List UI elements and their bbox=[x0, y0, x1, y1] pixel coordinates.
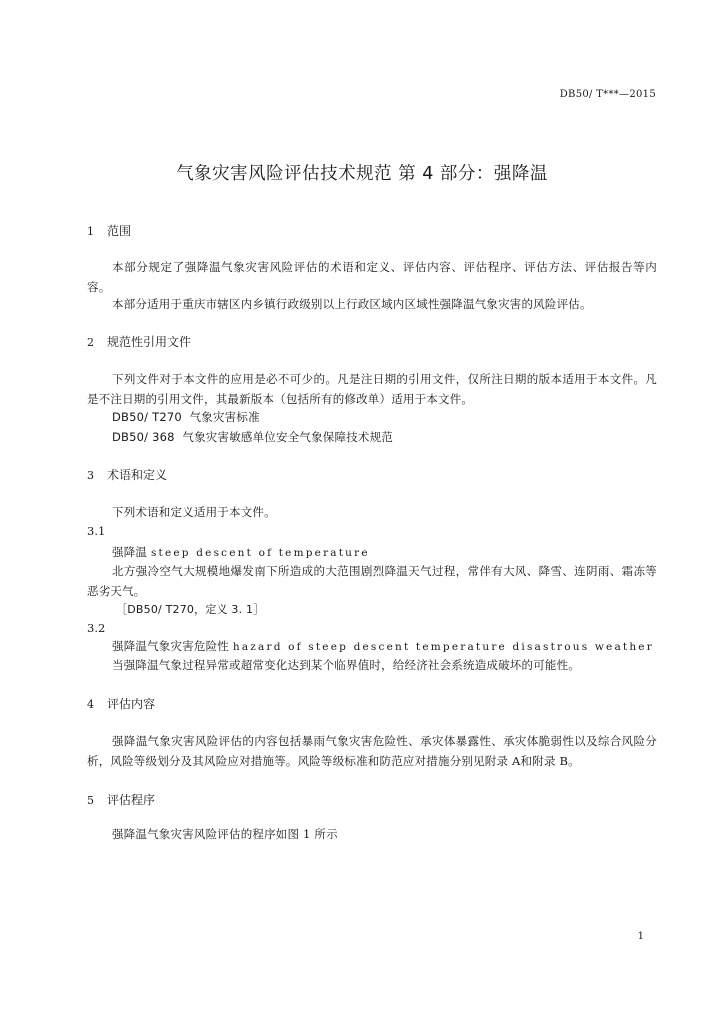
term-id-3-2: 3.2 bbox=[87, 621, 106, 635]
document-title: 气象灾害风险评估技术规范 第 4 部分：强降温 bbox=[176, 164, 548, 184]
reference-item: DB50/ T270 气象灾害标准 bbox=[112, 410, 260, 424]
page-number: 1 bbox=[637, 931, 644, 942]
section-3-intro: 下列术语和定义适用于本文件。 bbox=[112, 505, 276, 519]
reference-item: DB50/ 368 气象灾害敏感单位安全气象保障技术规范 bbox=[112, 430, 393, 444]
section-4-para-1: 强降温气象灾害风险评估的内容包括暴雨气象灾害危险性、承灾体暴露性、承灾体脆弱性以及综合风险分析，风险等级划分及其风险应对措施等。风险等级标准和防范应对措施分别见附录 A和附录 B。 bbox=[87, 734, 657, 768]
section-1-para-1: 本部分规定了强降温气象灾害风险评估的术语和定义、评估内容、评估程序、评估方法、评估报告等内容。 bbox=[87, 260, 657, 294]
term-definition-3-1: 北方强冷空气大规模地爆发南下所造成的大范围剧烈降温天气过程，常伴有大风、降雪、连阴雨、霜冻等恶劣天气。 bbox=[87, 564, 657, 598]
section-1-para-2: 本部分适用于重庆市辖区内乡镇行政级别以上行政区域内区域性强降温气象灾害的风险评估。 bbox=[112, 297, 592, 311]
term-definition-3-2: 当强降温气象过程异常或超常变化达到某个临界值时，给经济社会系统造成破坏的可能性。 bbox=[112, 658, 580, 672]
document-code: DB50/ T***—2015 bbox=[559, 89, 656, 100]
term-source-3-1: ［DB50/ T270，定义 3. 1］ bbox=[116, 603, 265, 616]
section-heading-5: 5 评估程序 bbox=[87, 793, 156, 807]
section-heading-3: 3 术语和定义 bbox=[87, 468, 168, 482]
term-id-3-1: 3.1 bbox=[87, 524, 106, 538]
section-heading-1: 1 范围 bbox=[87, 224, 132, 238]
section-5-para-1: 强降温气象灾害风险评估的程序如图 1 所示 bbox=[112, 827, 338, 841]
section-2-para-1: 下列文件对于本文件的应用是必不可少的。凡是注日期的引用文件，仅所注日期的版本适用于本文件。凡是不注日期的引用文件，其最新版本（包括所有的修改单）适用于本文件。 bbox=[87, 372, 657, 406]
term-heading-3-1: 强降温 steep descent of temperature bbox=[112, 545, 370, 559]
term-heading-3-2: 强降温气象灾害危险性 hazard of steep descent temperature disastrous weather bbox=[112, 639, 654, 653]
section-heading-4: 4 评估内容 bbox=[87, 697, 156, 711]
section-heading-2: 2 规范性引用文件 bbox=[87, 335, 192, 349]
